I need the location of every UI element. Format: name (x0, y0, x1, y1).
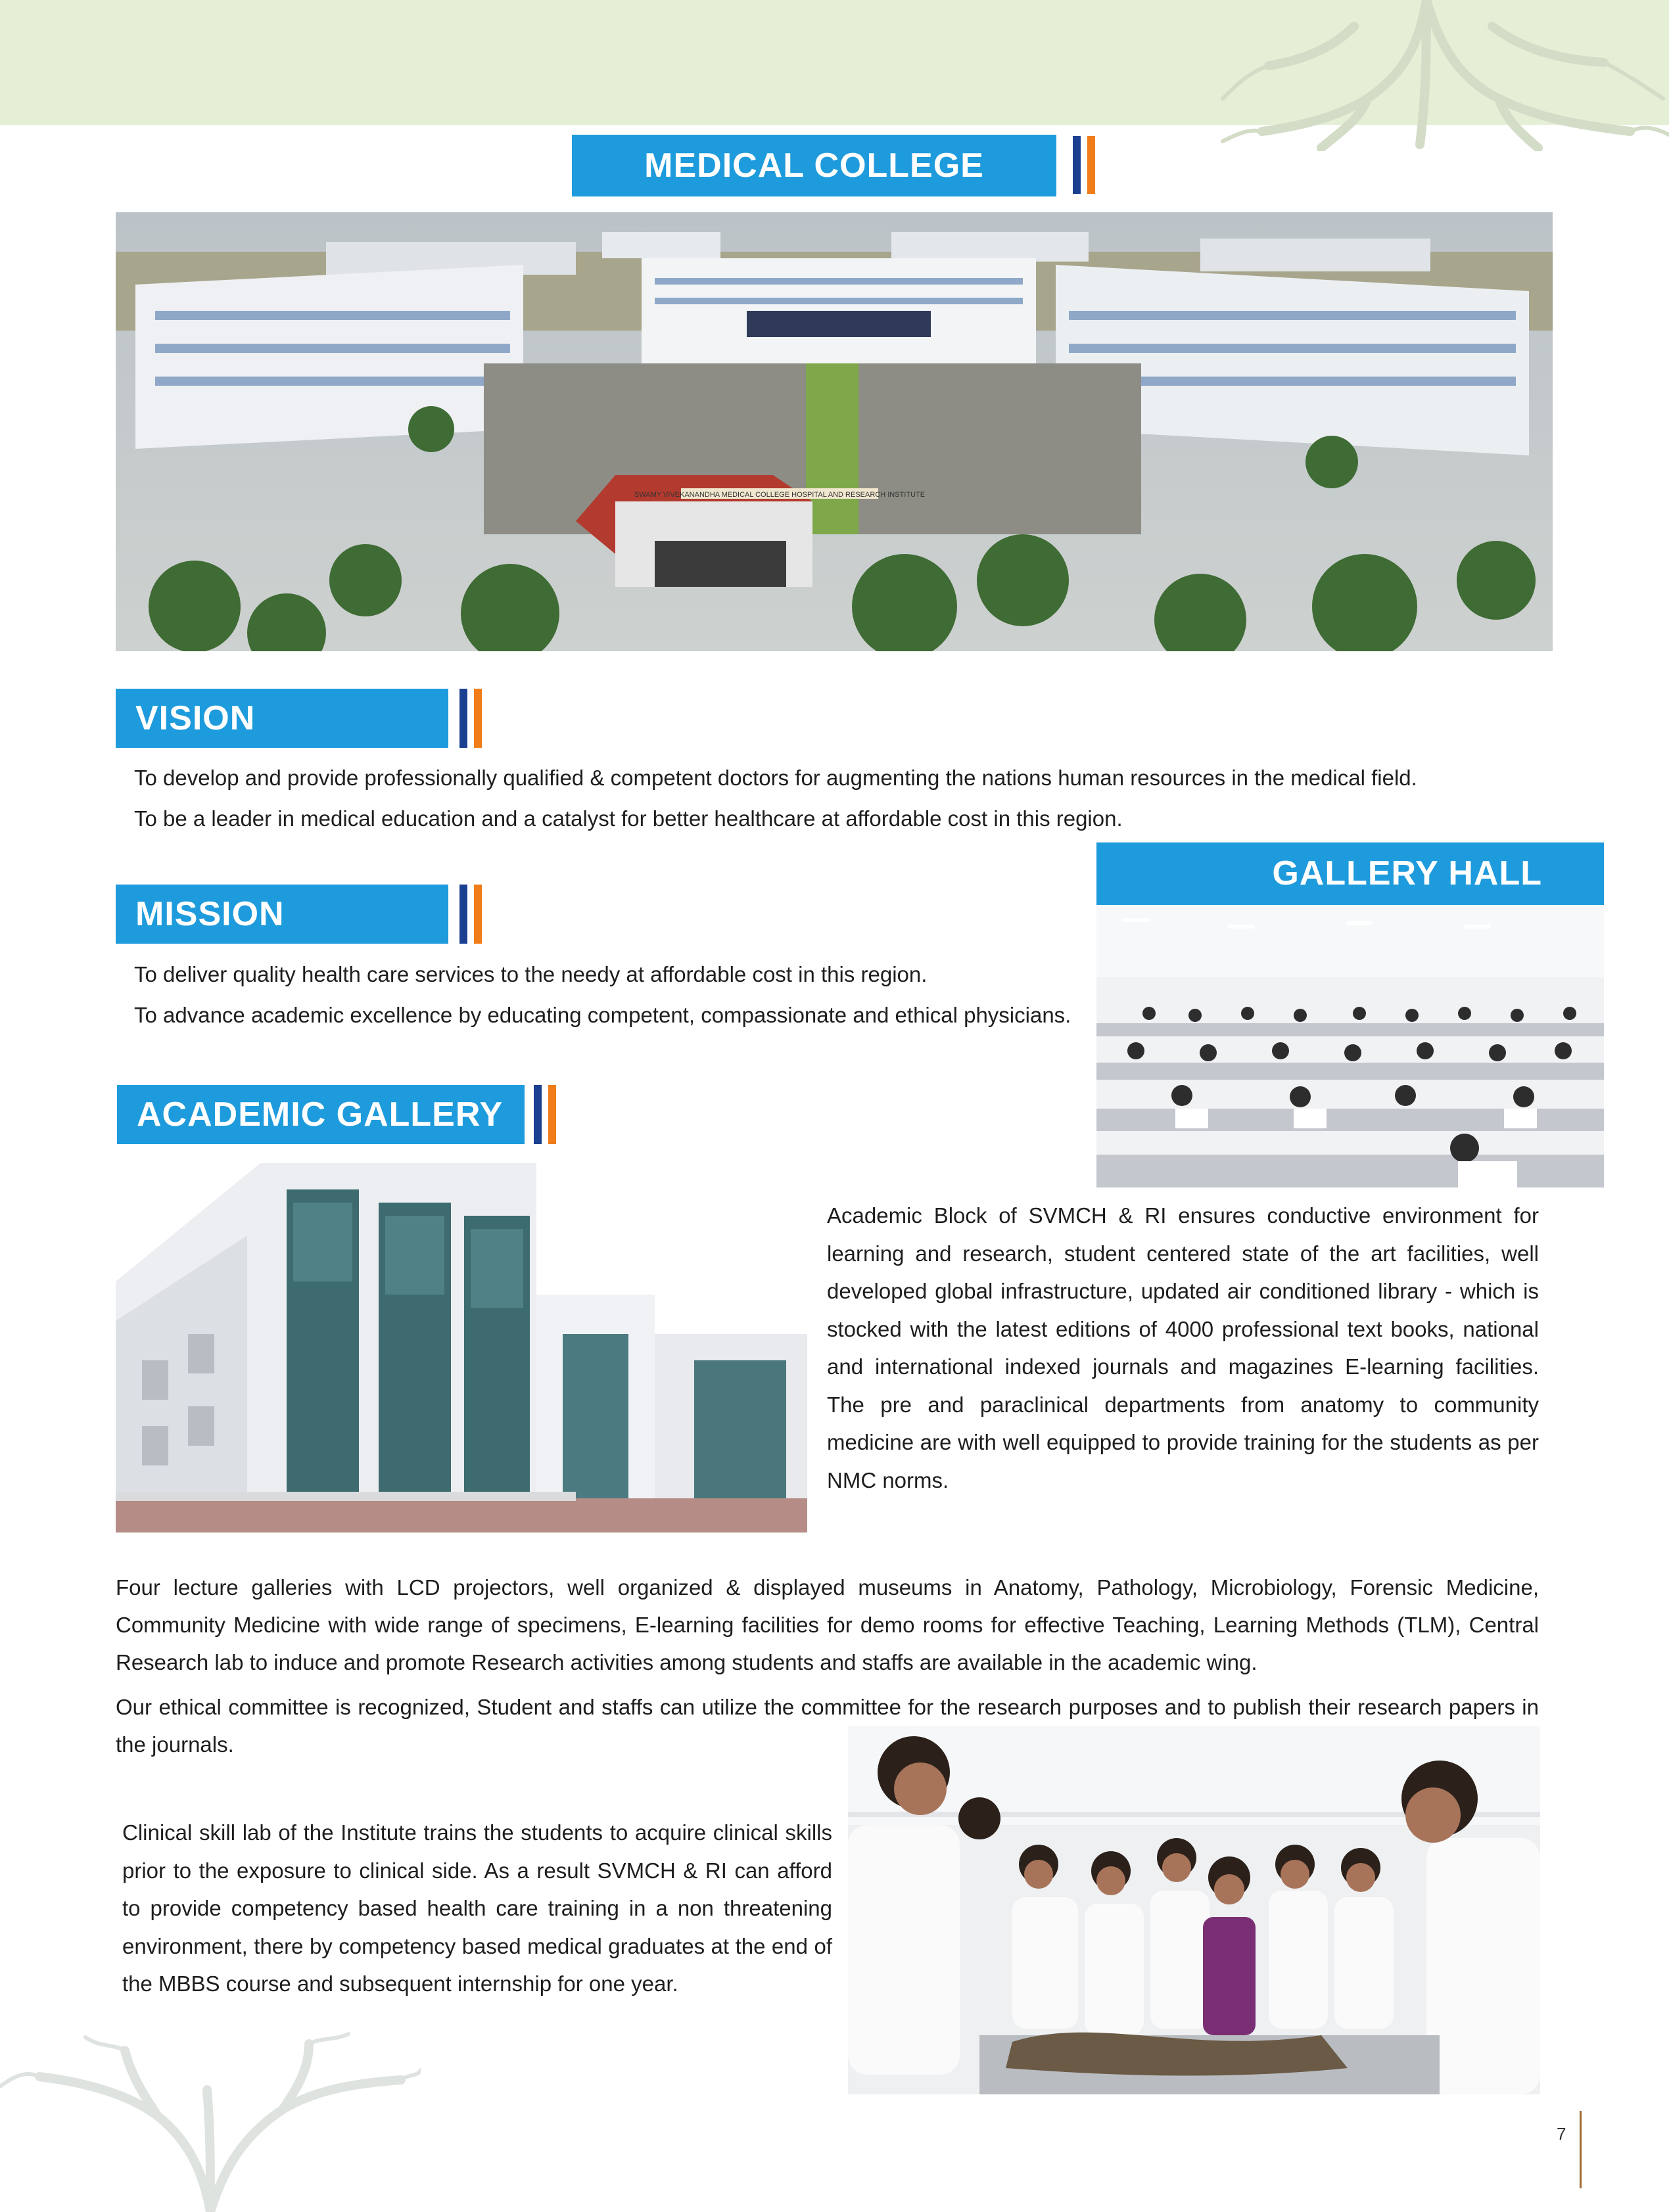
mission-heading: MISSION (116, 885, 448, 944)
vision-line-1: To develop and provide professionally qualified & competent doctors for augmenting the nations human resources in the medical field. (134, 766, 1417, 790)
vision-heading: VISION (116, 689, 448, 748)
hospital-aerial-photo (116, 212, 1553, 651)
page-number-rule (1580, 2111, 1582, 2188)
lecture-galleries-text (116, 1569, 1539, 1681)
gallery-hall-photo (1096, 905, 1604, 1187)
page-number: 7 (1557, 2124, 1566, 2144)
paragraph-ethics-committee: Our ethical committee is recognized, Student and staffs can utilize the committee for the research purposes and to publish their research papers in the journals. (116, 1695, 1539, 1757)
vision-text (134, 758, 1449, 839)
tree-decoration-icon (0, 2031, 421, 2212)
mission-accent-bars (459, 885, 486, 944)
vision-accent-bars (459, 689, 486, 748)
academic-gallery-accent-bars (534, 1085, 560, 1144)
clinical-skill-text (122, 1814, 832, 2003)
page-title: MEDICAL COLLEGE (572, 135, 1056, 196)
paragraph-lecture-galleries: Four lecture galleries with LCD projectors, well organized & displayed museums in Anatomy, Pathology, Microbiology, Forensic Medicine, Community Medicine with wide range of specimens, E-learning facilities for demo rooms for effective Teaching, Learning Methods (TLM), Central Research lab to induce and promote Research activities among students and staffs are available in the academic wing. (116, 1575, 1539, 1674)
mission-line-2: To advance academic excellence by educating competent, compassionate and ethical physicians. (134, 1003, 1071, 1027)
hospital-sign-text: SWAMY VIVEKANANDHA MEDICAL COLLEGE HOSPITAL AND RESEARCH INSTITUTE (634, 491, 926, 499)
mission-text (134, 954, 1094, 1036)
academic-gallery-heading: ACADEMIC GALLERY (117, 1085, 525, 1144)
clinical-skill-lab-photo (848, 1726, 1540, 2094)
academic-description-text: Academic Block of SVMCH & RI ensures conductive environment for learning and research, student centered state of the art facilities, well developed global infrastructure, updated air conditioned library - which is stocked with the latest editions of 4000 professional text books, national and international indexed journals and magazines E-learning facilities. The pre and paraclinical departments from anatomy to community medicine are with well equipped to provide training for the students as per NMC norms. (827, 1203, 1539, 1492)
roots-decoration-icon (1210, 0, 1669, 151)
gallery-hall-heading: GALLERY HALL (1096, 842, 1604, 905)
mission-line-1: To deliver quality health care services to the needy at affordable cost in this region. (134, 962, 928, 986)
academic-block-photo (116, 1163, 807, 1532)
clinical-skill-paragraph: Clinical skill lab of the Institute trains the students to acquire clinical skills prior to the exposure to clinical side. As a result SVMCH & RI can afford to provide competency based health care training in a non threatening environment, there by competency based medical graduates at the end of the MBBS course and subsequent internship for one year. (122, 1820, 832, 1996)
title-accent-bars (1073, 136, 1099, 194)
vision-line-2: To be a leader in medical education and a catalyst for better healthcare at affordable cost in this region. (134, 806, 1123, 831)
academic-gallery-description (827, 1197, 1539, 1499)
